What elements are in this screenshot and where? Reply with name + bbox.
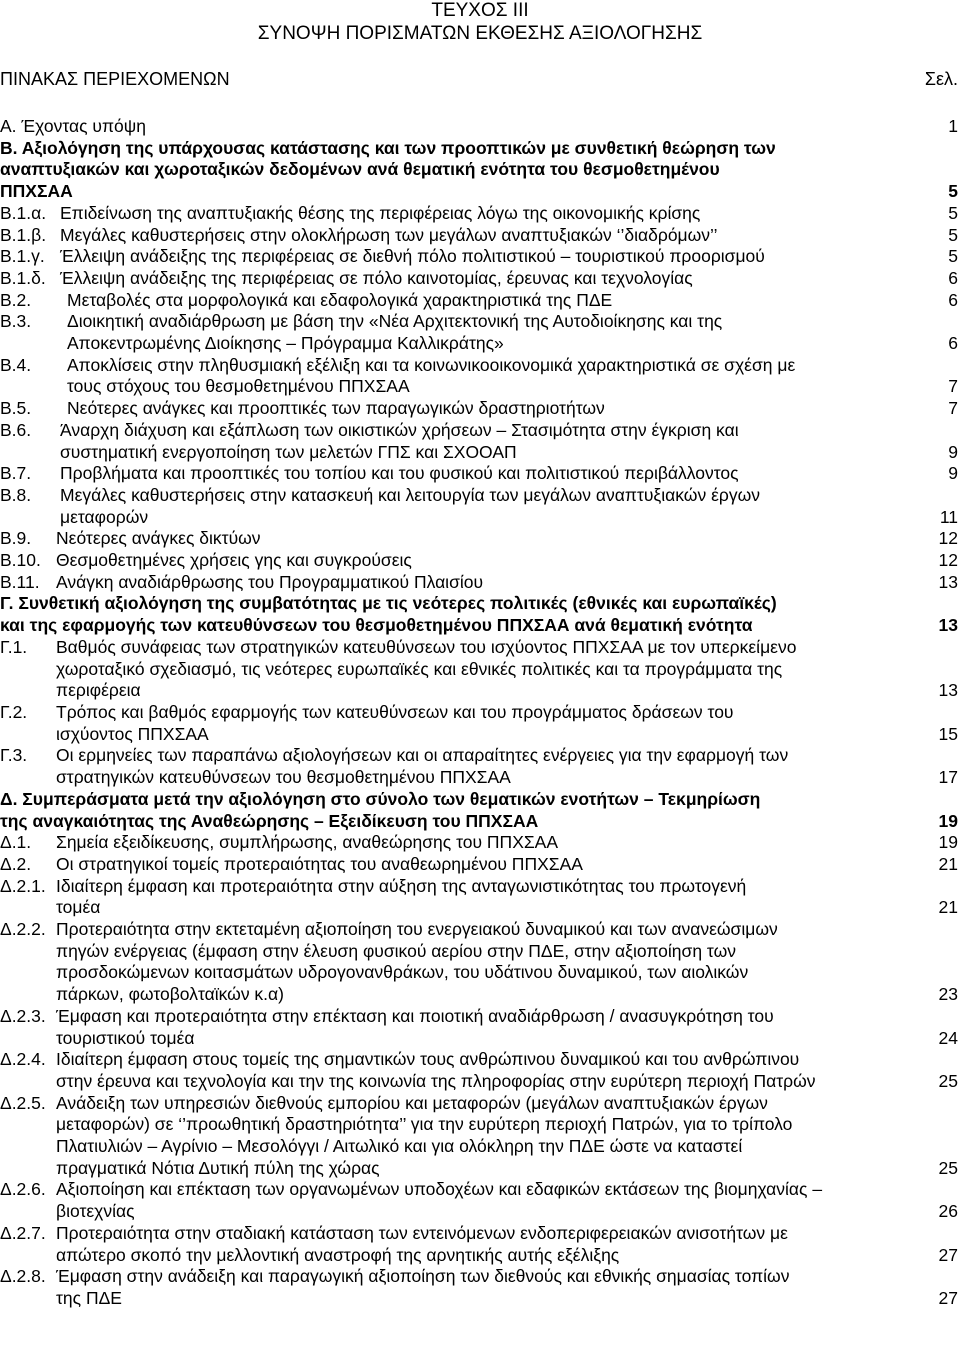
toc-entry-text: Μεταβολές στα μορφολογικά και εδαφολογικά χαρακτηριστικά της ΠΔΕ [67,289,613,310]
toc-entry [0,116,960,138]
toc-entry-text: Έλλειψη ανάδειξης της περιφέρειας σε διεθνή πόλο πολιτιστικού – τουριστικού προορισμού [60,246,765,267]
toc-entry-text: Αξιοποίηση και επέκταση των οργανωμένων υποδοχέων και εδαφικών εκτάσεων της βιομηχανίας – [56,1179,823,1200]
toc-entry-text: και της εφαρμογής των κατευθύνσεων του θεσμοθετημένου ΠΠΧΣΑΑ ανά θεματική ενότητα [0,615,753,636]
toc-entry-page: 12 [938,550,958,571]
toc-entry-text: περιφέρεια [56,680,141,701]
toc-entry-number: Δ.2.7. [0,1222,46,1243]
toc-entry-page: 11 [939,506,958,527]
toc-entry-text: της αναγκαιότητας της Αναθεώρησης – Εξειδίκευση του ΠΠΧΣΑΑ [0,810,539,831]
toc-entry-page: 24 [938,1027,958,1048]
toc-entry-text: Νεότερες ανάγκες και προοπτικές των παραγωγικών δραστηριοτήτων [67,398,605,419]
toc-entry-page: 21 [938,897,958,918]
toc-entry-text: στρατηγικών κατευθύνσεων του θεσμοθετημένου ΠΠΧΣΑΑ [56,767,511,788]
toc-entry [0,463,960,485]
toc-entry-text: χωροταξικό σχεδιασμό, τις νεότερες ευρωπαϊκές και εθνικές πολιτικές και τα προγράμματα της [56,658,783,679]
toc-entry-page: 5 [948,224,958,245]
toc-entry-page: 9 [948,463,958,484]
toc-entry-number: Β.1.β. [0,224,47,245]
toc-entry-number: Β.1.γ. [0,246,45,267]
toc-entry-number: Β.11. [0,571,40,592]
toc-entry-page: 6 [948,289,958,310]
toc-entry-text: μεταφορών [60,506,149,527]
toc-entry [0,290,960,312]
toc-entry-page: 5 [948,181,958,202]
toc-header [0,69,960,93]
toc-entry-text: Αποκεντρωμένης Διοίκησης – Πρόγραμμα Καλλικράτης» [67,333,504,354]
toc-entry [0,246,960,268]
toc-entry-text: Ανάγκη αναδιάρθρωσης του Προγραμματικού Πλαισίου [56,571,484,592]
toc-entry-page: 15 [938,723,958,744]
toc-entries [0,116,960,1310]
toc-entry-number: Β.8. [0,484,32,505]
toc-entry-text: τουριστικού τομέα [56,1027,195,1048]
toc-entry-number: Δ.2. [0,853,32,874]
toc-entry [0,919,960,1006]
toc-entry [0,420,960,463]
toc-entry-number: Γ.1. [0,636,28,657]
toc-entry-number: Δ.1. [0,832,32,853]
toc-entry [0,1223,960,1266]
toc-entry [0,203,960,225]
toc-entry-text: Τρόπος και βαθμός εφαρμογής των κατευθύνσεων και του προγράμματος δράσεων του [56,701,734,722]
toc-entry-text: τομέα [56,897,101,918]
toc-entry-page: 13 [938,615,958,636]
toc-entry [0,1266,960,1309]
toc-entry-text: προσδοκώμενων κοιτασμάτων υδρογονανθράκων, του υδάτινου δυναμικού, των αιολικών [56,962,749,983]
toc-entry-text: Ιδιαίτερη έμφαση και προτεραιότητα στην αύξηση της ανταγωνιστικότητας του πρωτογενή [56,875,747,896]
toc-entry-text: πηγών ενέργειας (έμφαση στην έλευση φυσικού αερίου στην ΠΔΕ, στην αξιοποίηση των [56,940,736,961]
toc-entry-text: Β. Αξιολόγηση της υπάρχουσας κατάστασης και των προοπτικών με συνθετική θεώρηση των [0,137,776,158]
toc-entry-page: 27 [938,1244,958,1265]
toc-entry [0,485,960,528]
volume-title: ΤΕΥΧΟΣ III [431,0,529,21]
toc-entry-text: Διοικητική αναδιάρθρωση με βάση την «Νέα Αρχιτεκτονική της Αυτοδιοίκησης και της [67,311,723,332]
toc-entry-text: Οι στρατηγικοί τομείς προτεραιότητας του αναθεωρημένου ΠΠΧΣΑΑ [56,853,583,874]
toc-entry-page: 25 [938,1070,958,1091]
toc-entry [0,789,960,832]
toc-entry [0,1093,960,1180]
toc-entry-number: Β.2. [0,289,32,310]
toc-entry-number: Β.9. [0,528,32,549]
toc-entry-number: Β.1.δ. [0,267,46,288]
toc-entry [0,745,960,788]
page-column-label: Σελ. [924,69,958,89]
toc-entry-text: Νεότερες ανάγκες δικτύων [56,528,261,549]
toc-entry [0,593,960,636]
toc-entry-number: Δ.2.3. [0,1005,46,1026]
toc-entry [0,1049,960,1092]
toc-entry-page: 5 [948,246,958,267]
toc-entry [0,572,960,594]
toc-entry-page: 7 [948,376,958,397]
toc-entry [0,854,960,876]
toc-entry [0,225,960,247]
toc-entry-text: Προτεραιότητα στην σταδιακή κατάσταση των εντεινόμενων ενδοπεριφερειακών ανισοτήτων με [56,1222,788,1243]
toc-entry [0,528,960,550]
toc-entry-text: Προβλήματα και προοπτικές του τοπίου και του φυσικού και πολιτιστικού περιβάλλοντος [60,463,739,484]
toc-entry-number: Δ.2.1. [0,875,46,896]
toc-entry-number: Β.3. [0,311,32,332]
toc-entry-page: 12 [938,528,958,549]
toc-entry-text: πάρκων, φωτοβολταϊκών κ.α) [56,984,284,1005]
toc-entry-number: Β.1.α. [0,202,47,223]
toc-entry-number: Γ.3. [0,745,28,766]
toc-entry [0,550,960,572]
toc-entry-page: 17 [938,767,958,788]
toc-entry [0,268,960,290]
toc-entry-text: Έμφαση και προτεραιότητα στην επέκταση και ποιοτική αναδιάρθρωση / ανασυγκρότηση του [56,1005,774,1026]
toc-entry-text: βιοτεχνίας [56,1201,135,1222]
toc-entry-text: αναπτυξιακών και χωροταξικών δεδομένων ανά θεματική ενότητα του θεσμοθετημένου [0,159,720,180]
toc-entry-text: της ΠΔΕ [56,1287,122,1308]
toc-entry-number: Δ.2.4. [0,1049,46,1070]
toc-entry [0,398,960,420]
toc-entry-page: 19 [938,810,958,831]
toc-entry [0,637,960,702]
toc-entry-page: 13 [938,571,958,592]
toc-entry [0,702,960,745]
toc-entry-number: Γ.2. [0,701,28,722]
toc-entry-text: απώτερο σκοπό την μελλοντική αναστροφή της αρνητικής αυτής εξέλιξης [56,1244,620,1265]
toc-entry-number: Β.4. [0,354,32,375]
toc-entry-text: συστηματική ενεργοποίηση των μελετών ΓΠΣ και ΣΧΟΟΑΠ [60,441,517,462]
toc-entry-page: 21 [938,853,958,874]
toc-entry-text: ΠΠΧΣΑΑ [0,181,73,202]
toc-entry-text: Δ. Συμπεράσματα μετά την αξιολόγηση στο σύνολο των θεματικών ενοτήτων – Τεκμηρίωση [0,788,761,809]
toc-entry-text: Ιδιαίτερη έμφαση στους τομείς της σημαντικών τους ανθρώπινου δυναμικού και του ανθρώπινου [56,1049,800,1070]
toc-entry-text: Θεσμοθετημένες χρήσεις γης και συγκρούσεις [56,550,412,571]
toc-label: ΠΙΝΑΚΑΣ ΠΕΡΙΕΧΟΜΕΝΩΝ [0,69,230,89]
toc-entry-page: 13 [938,680,958,701]
toc-entry-page: 1 [948,116,958,136]
toc-entry-text: Γ. Συνθετική αξιολόγηση της συμβατότητας με τις νεότερες πολιτικές (εθνικές και ευρωπαϊκές) [0,593,777,614]
toc-entry-number: Δ.2.5. [0,1092,46,1113]
toc-entry-text: Επιδείνωση της αναπτυξιακής θέσης της περιφέρειας λόγω της οικονομικής κρίσης [60,202,701,223]
toc-entry-page: 7 [948,398,958,419]
toc-entry-page: 23 [938,984,958,1005]
toc-entry-page: 6 [948,333,958,354]
toc-entry [0,876,960,919]
toc-entry [0,1179,960,1222]
toc-entry-page: 26 [938,1201,958,1222]
toc-entry-text: Προτεραιότητα στην εκτεταμένη αξιοποίηση του ενεργειακού δυναμικού και των ανανεώσιμων [56,919,778,940]
toc-entry-text: Οι ερμηνείες των παραπάνω αξιολογήσεων και οι απαραίτητες ενέργειες για την εφαρμογή των [56,745,789,766]
toc-entry-text: Σημεία εξειδίκευσης, συμπλήρωσης, αναθεώρησης του ΠΠΧΣΑΑ [56,832,559,853]
toc-entry-text: Πλατιυλιών – Αγρίνιο – Μεσολόγγι / Αιτωλικό και για ολόκληρη την ΠΔΕ ώστε να καταστεί [56,1136,743,1157]
toc-entry-number: Β.7. [0,463,32,484]
toc-entry-text: Έλλειψη ανάδειξης της περιφέρειας σε πόλο καινοτομίας, έρευνας και τεχνολογίας [60,267,693,288]
toc-entry-text: Αποκλίσεις στην πληθυσμιακή εξέλιξη και τα κοινωνικοοικονομικά χαρακτηριστικά σε σχέση με [67,354,796,375]
toc-entry-text: στην έρευνα και τεχνολογία και την της κοινωνία της πληροφορίας στην ευρύτερη περιοχή Πατρών [56,1070,816,1091]
toc-entry [0,311,960,354]
toc-entry-page: 27 [938,1287,958,1308]
toc-entry-number: Δ.2.8. [0,1266,46,1287]
toc-entry-text: Μεγάλες καθυστερήσεις στην ολοκλήρωση των μεγάλων αναπτυξιακών ‘’διαδρόμων’’ [60,224,718,245]
toc-entry [0,355,960,398]
toc-entry-page: 19 [938,832,958,853]
toc-entry-text: Α. Έχοντας υπόψη [0,116,146,136]
toc-entry-page: 9 [948,441,958,462]
toc-entry-text: Ανάδειξη των υπηρεσιών διεθνούς εμπορίου και μεταφορών (μεγάλων αναπτυξιακών έργων [56,1092,768,1113]
toc-entry-text: ισχύοντος ΠΠΧΣΑΑ [56,723,209,744]
toc-entry-text: μεταφορών) σε ‘’προωθητική δραστηριότητα’’ για την ευρύτερη περιοχή Πατρών, για το τρίπολο [56,1114,793,1135]
toc-entry-number: Β.5. [0,398,32,419]
toc-entry-page: 5 [948,202,958,223]
toc-entry-text: τους στόχους του θεσμοθετημένου ΠΠΧΣΑΑ [67,376,410,397]
toc-entry [0,1006,960,1049]
toc-entry-text: Βαθμός συνάφειας των στρατηγικών κατευθύνσεων του ισχύοντος ΠΠΧΣΑΑ με τον υπερκείμενο [56,636,797,657]
toc-entry-number: Δ.2.2. [0,919,46,940]
toc-entry-number: Β.6. [0,419,32,440]
toc-entry-page: 25 [938,1157,958,1178]
toc-entry-text: Έμφαση στην ανάδειξη και παραγωγική αξιοποίηση των διεθνούς και εθνικής σημασίας τοπίων [56,1266,790,1287]
toc-entry-text: Μεγάλες καθυστερήσεις στην κατασκευή και λειτουργία των μεγάλων αναπτυξιακών έργων [60,484,760,505]
toc-entry-text: Άναρχη διάχυση και εξάπλωση των οικιστικών χρήσεων – Στασιμότητα στην έγκριση και [60,419,739,440]
toc-entry-page: 6 [948,267,958,288]
toc-entry [0,832,960,854]
toc-entry [0,138,960,203]
toc-entry-text: πραγματικά Νότια Δυτική πύλη της χώρας [56,1157,380,1178]
toc-entry-number: Β.10. [0,550,41,571]
toc-entry-number: Δ.2.6. [0,1179,46,1200]
document-subtitle: ΣΥΝΟΨΗ ΠΟΡΙΣΜΑΤΩΝ ΕΚΘΕΣΗΣ ΑΞΙΟΛΟΓΗΣΗΣ [257,23,703,44]
